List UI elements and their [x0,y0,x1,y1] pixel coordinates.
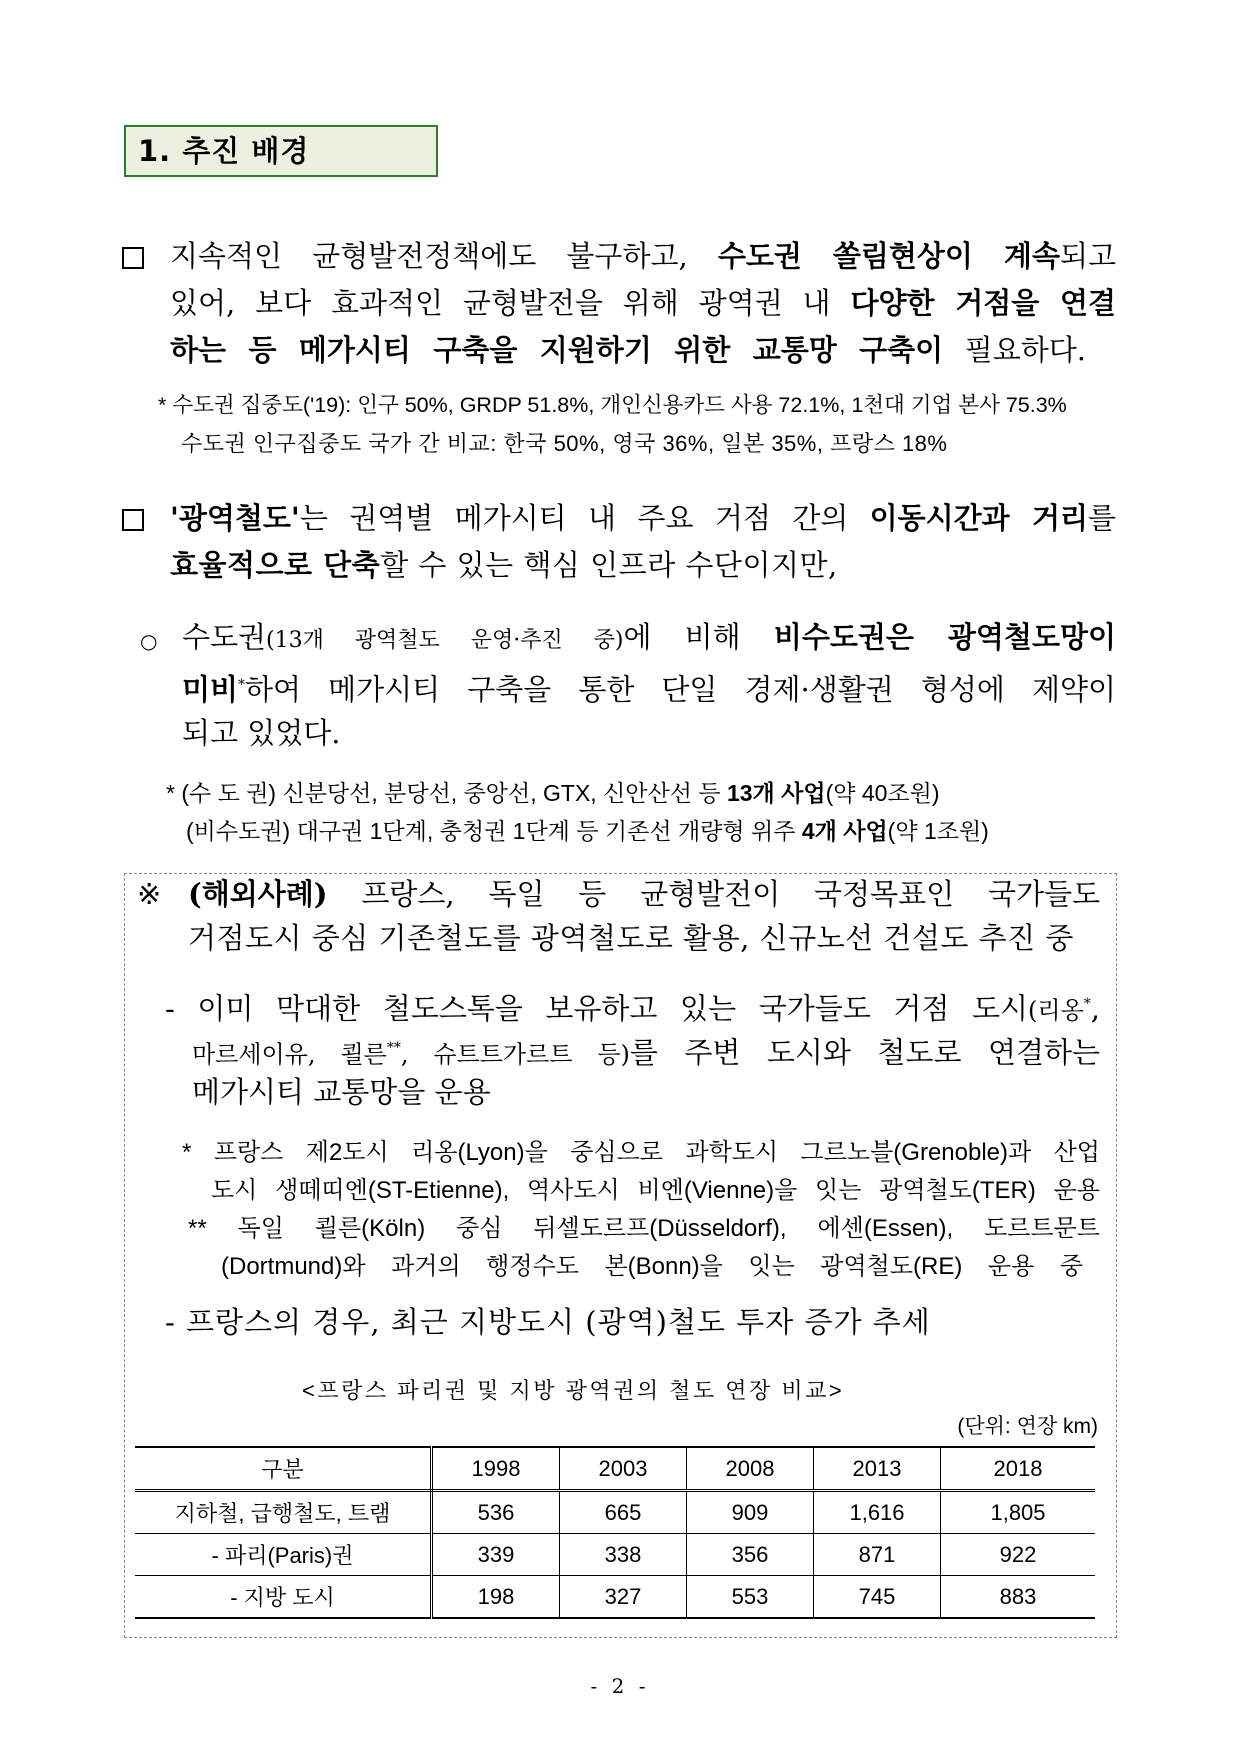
p2-emphasis: 효율적으로 단축 [170,548,381,582]
table-cell: 745 [814,1576,941,1619]
p3-note-text: (약 1조원) [887,818,989,844]
box-head-emphasis: (해외사례) [188,877,328,911]
p3-line-3: 되고 있었다. [182,716,341,750]
p2-emphasis: '광역철도' [170,501,300,535]
box-head-line-2: 거점도시 중심 기존철도를 광역철도로 활용, 신규노선 건설도 추진 중 [188,921,1074,955]
box-item-text: , [1090,991,1100,1026]
footnote-marker: * [238,677,246,693]
p1-footnote-1: * 수도권 집중도('19): 인구 50%, GRDP 51.8%, 개인신용카드 사용 72.1%, 1천대 기업 본사 75.3% [158,393,1067,417]
p3-note-text: (약 40조원) [825,780,940,806]
table-cell: 536 [432,1491,560,1534]
table-cell: 665 [560,1491,687,1534]
p3-emphasis: 미비 [182,672,239,707]
p1-text: 필요하다. [943,333,1086,367]
p3-text: 하여 메가시티 구축을 통한 단일 경제·생활권 형성에 제약이 [245,672,1116,707]
table-cell: 356 [687,1534,814,1576]
box-item-paren: , 슈트트가르트 등) [400,1040,630,1069]
table-cell-label: 지하철, 급행철도, 트램 [135,1491,432,1534]
box-note-4: (Dortmund)와 과거의 행정수도 본(Bonn)을 잇는 광역철도(RE) 운용 중 [221,1253,1083,1280]
table-header-cell: 2008 [687,1447,814,1491]
p2-line-1 [170,494,1116,542]
table-row [135,1576,1095,1619]
table-row [135,1534,1095,1576]
table-cell: 909 [687,1491,814,1534]
p3-line-2 [182,661,1116,714]
p3-line-1 [182,613,1116,665]
box-item-text: 철도 투자 증가 추세 [667,1305,931,1339]
box-item-text: 를 주변 도시와 철도로 연결하는 [629,1035,1100,1070]
table-cell-label: - 지방 도시 [135,1576,432,1619]
table-unit: (단위: 연장 km) [957,1415,1098,1438]
p1-text: 되고 [1059,239,1116,273]
p3-text: 수도권 [182,620,267,654]
p3-note-text: (비수도권) 대구권 1단계, 충청권 1단계 등 기존선 개량형 위주 [186,818,802,844]
p3-note-text: * (수 도 권) 신분당선, 분당선, 중앙선, GTX, 신안산선 등 [166,780,727,806]
p2-emphasis: 이동시간과 거리 [869,501,1088,535]
p1-line-1 [170,232,1116,280]
page-number: - 2 - [590,1674,650,1698]
table-cell: 1,616 [814,1491,941,1534]
p1-emphasis: 하는 등 메가시티 구축을 지원하기 위한 교통망 구축이 [170,333,944,367]
box-note-1: * 프랑스 제2도시 리옹(Lyon)을 중심으로 과학도시 그르노블(Grenoble)과 산업 [182,1139,1100,1166]
p1-emphasis: 수도권 쏠림현상이 계속 [717,239,1060,273]
p3-text: 에 비해 [623,620,774,654]
table-cell: 198 [432,1576,560,1619]
circle-bullet-icon: ○ [140,629,158,653]
table-cell: 922 [941,1534,1096,1576]
checkbox-square-icon [122,247,144,269]
table-cell: 883 [941,1576,1096,1619]
box-item-paren: (리옹 [1028,996,1084,1025]
table-row [135,1491,1095,1534]
table-cell: 338 [560,1534,687,1576]
box-item-text: - 프랑스의 경우, 최근 지방도시 [165,1305,586,1339]
p3-paren: (13개 광역철도 운영·추진 중) [266,628,624,653]
p2-text: 는 권역별 메가시티 내 주요 거점 간의 [299,501,870,535]
box-item-paren: 마르세이유, 쾰른 [192,1040,387,1069]
p2-line-2 [170,541,838,589]
table-header-cell: 구분 [135,1447,432,1491]
box-note-3: ** 독일 쾰른(Köln) 중심 뒤셀도르프(Düsseldorf), 에센(Essen), 도르트문트 [188,1215,1100,1242]
table-cell: 339 [432,1534,560,1576]
box-item-text: (광역) [585,1305,668,1339]
p2-text: 할 수 있는 핵심 인프라 수단이지만, [380,548,838,582]
reference-mark-icon: ※ [137,877,162,911]
box-item-line-3: 메가시티 교통망을 운용 [192,1075,491,1109]
table-cell: 871 [814,1534,941,1576]
p3-footnote-2 [186,812,989,850]
box-item-text: - 이미 막대한 철도스톡을 보유하고 있는 국가들도 거점 도시 [165,991,1029,1026]
p3-footnote-1 [166,774,940,812]
p1-text: 있어, 보다 효과적인 균형발전을 위해 광역권 내 [170,286,851,320]
table-cell: 553 [687,1576,814,1619]
table-cell: 327 [560,1576,687,1619]
p1-footnote-2: 수도권 인구집중도 국가 간 비교: 한국 50%, 영국 36%, 일본 35%, 프랑스 18% [181,431,948,456]
section-title: 1. 추진 배경 [124,125,438,177]
table-header-row [135,1447,1095,1491]
rail-length-table [135,1446,1095,1619]
table-header-cell: 2013 [814,1447,941,1491]
p3-note-emphasis: 4개 사업 [801,818,888,844]
footnote-marker: ** [386,1040,401,1056]
p3-note-emphasis: 13개 사업 [726,780,826,806]
box-head-text: 프랑스, 독일 등 균형발전이 국정목표인 국가들도 [327,877,1100,911]
p1-line-2 [170,279,1116,327]
table-header-cell: 1998 [432,1447,560,1491]
table-title: <프랑스 파리권 및 지방 광역권의 철도 연장 비교> [302,1378,845,1403]
p2-text: 를 [1087,501,1116,535]
footnote-marker: * [1083,996,1091,1012]
p1-line-3 [170,326,1086,374]
box-item-line-4 [165,1300,931,1344]
table-cell-label: - 파리(Paris)권 [135,1534,432,1576]
box-head-line-1 [188,872,1100,916]
p1-emphasis: 다양한 거점을 연결 [850,286,1117,320]
table-cell: 1,805 [941,1491,1096,1534]
p1-text: 지속적인 균형발전정책에도 불구하고, [170,239,718,273]
p3-emphasis: 비수도권은 광역철도망이 [773,620,1116,654]
box-note-2: 도시 생떼띠엔(ST-Etienne), 역사도시 비엔(Vienne)을 잇는 광역철도(TER) 운용 [211,1177,1100,1204]
table-header-cell: 2018 [941,1447,1096,1491]
table-header-cell: 2003 [560,1447,687,1491]
checkbox-square-icon [122,509,144,531]
